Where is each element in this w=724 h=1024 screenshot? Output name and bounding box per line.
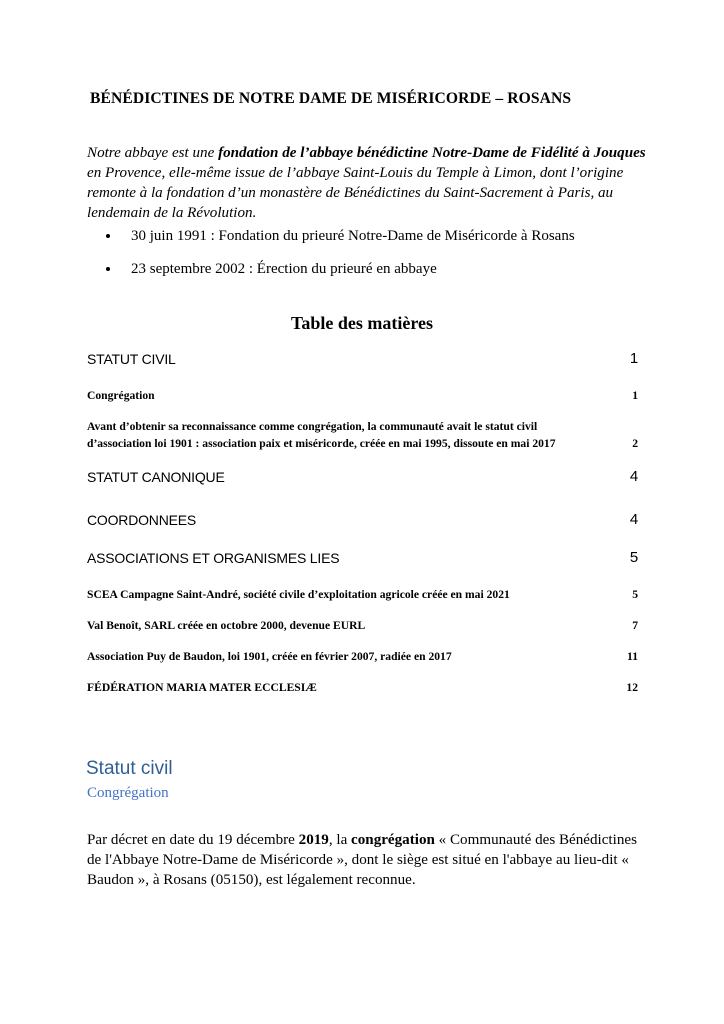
intro-bold-text: fondation de l’abbaye bénédictine Notre-Dame de Fidélité à Jouques (218, 145, 646, 161)
section-heading: Statut civil (86, 758, 173, 779)
toc-entry-text: STATUT CIVIL (87, 351, 176, 367)
para-bold-year: 2019 (298, 832, 329, 848)
toc-entry-puy-de-baudon[interactable] (87, 648, 638, 665)
toc-entry-page: 4 (629, 511, 638, 528)
toc-entry-text: SCEA Campagne Saint-André, société civile d’exploitation agricole créée en mai 2021 (87, 588, 510, 601)
intro-text-start: Notre abbaye est une (87, 145, 219, 161)
toc-entry-val-benoit[interactable] (87, 617, 638, 634)
para-text: « Communauté des Bénédictines de l'Abbaye Notre-Dame de Miséricorde », dont le siège est situé en l'abbaye au lieu-dit « Baudon », à Rosans (05150), est légalement reconnue. (87, 832, 637, 888)
bullet-text: 30 juin 1991 : Fondation du prieuré Notre-Dame de Miséricorde à Rosans (131, 228, 575, 244)
toc-entry-page: 12 (626, 681, 638, 694)
toc-entry-text: Association Puy de Baudon, loi 1901, créée en février 2007, radiée en 2017 (87, 650, 452, 663)
toc-entry-statut-civil[interactable] (87, 351, 638, 367)
toc-entry-page: 5 (629, 549, 638, 566)
bullet-text: 23 septembre 2002 : Érection du prieuré en abbaye (131, 261, 437, 277)
document-title: BÉNÉDICTINES DE NOTRE DAME DE MISÉRICORDE – ROSANS (90, 90, 572, 107)
bullet-dot-icon (106, 234, 110, 238)
toc-entry-text: Congrégation (87, 389, 155, 402)
toc-entry-text: Avant d’obtenir sa reconnaissance comme congrégation, la communauté avait le statut civil d’association loi 1901 : association paix et miséricorde, créée en mai 1995, dissoute en mai 2017 (87, 420, 556, 450)
toc-entry-congregation[interactable] (87, 387, 638, 404)
history-bullet-list (87, 226, 647, 292)
toc-entry-page: 11 (627, 650, 638, 663)
toc-entry-page: 4 (629, 468, 638, 485)
para-bold-congregation: congrégation (351, 832, 435, 848)
para-text: Par décret en date du 19 décembre (87, 832, 299, 848)
intro-text-end: en Provence, elle-même issue de l’abbaye Saint-Louis du Temple à Limon, dont l’origine remonte à la fondation d’un monastère de Bénédictines du Saint-Sacrement à Paris, au lendemain de la Révolution. (87, 165, 624, 221)
toc-entry-federation[interactable] (87, 679, 638, 696)
bullet-item (87, 226, 647, 246)
para-text: , la (328, 832, 352, 848)
toc-entry-association-paix[interactable] (87, 418, 638, 452)
toc-entry-page: 7 (632, 619, 638, 632)
toc-entry-page: 1 (632, 389, 638, 402)
toc-entry-coordonnees[interactable] (87, 512, 638, 528)
toc-entry-text: Val Benoît, SARL créée en octobre 2000, devenue EURL (87, 619, 366, 632)
section-subheading: Congrégation (87, 785, 169, 801)
toc-entry-page: 1 (629, 350, 638, 367)
toc-entry-text: FÉDÉRATION MARIA MATER ECCLESIÆ (87, 681, 317, 694)
toc-heading: Table des matières (291, 313, 433, 333)
bullet-item (87, 259, 647, 279)
section-paragraph (87, 830, 643, 890)
toc-entry-page: 5 (632, 588, 638, 601)
toc-entry-text: STATUT CANONIQUE (87, 469, 225, 485)
toc-entry-text: ASSOCIATIONS ET ORGANISMES LIES (87, 550, 340, 566)
toc-entry-scea[interactable] (87, 586, 638, 603)
bullet-dot-icon (106, 267, 110, 271)
toc-entry-text: COORDONNEES (87, 512, 197, 528)
toc-entry-page: 2 (632, 437, 638, 450)
toc-entry-associations[interactable] (87, 550, 638, 566)
intro-paragraph (87, 143, 647, 223)
toc-entry-statut-canonique[interactable] (87, 469, 638, 485)
